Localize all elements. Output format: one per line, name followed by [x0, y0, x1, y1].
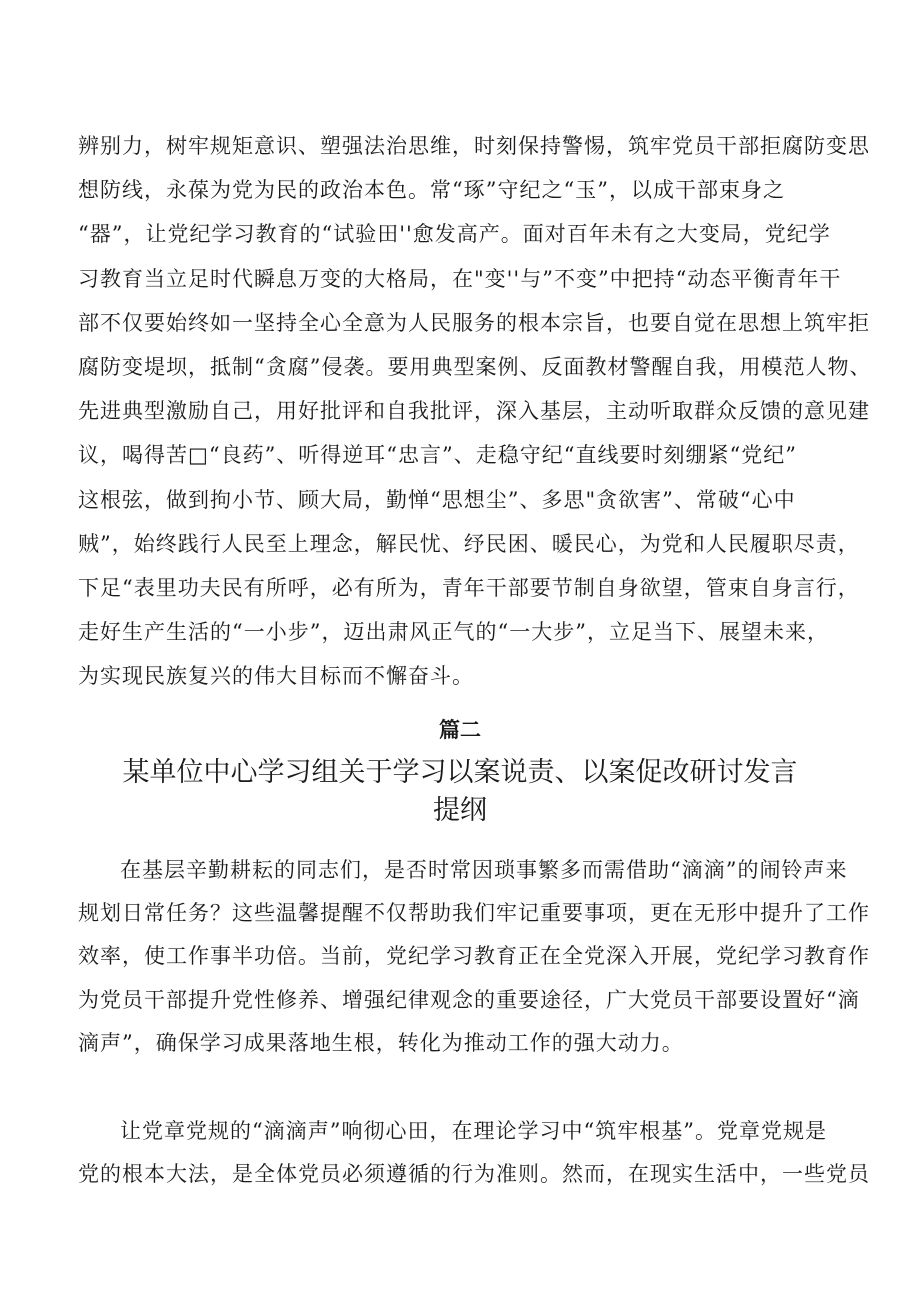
paragraph-line: 想防线，永葆为党为民的政治本色。常“琢”守纪之“玉”，以成干部束身之: [78, 178, 785, 203]
paragraph-line: 先进典型激励自己，用好批评和自我批评，深入基层，主动听取群众反馈的意见建: [78, 399, 870, 424]
paragraph-line: 规划日常任务？这些温馨提醒不仅帮助我们牢记重要事项，更在无形中提升了工作: [78, 901, 870, 926]
section-label: 篇二: [439, 717, 481, 742]
title-line: 提纲: [433, 795, 487, 826]
paragraph-line: “器”，让党纪学习教育的“试验田''愈发高产。面对百年未有之大变局，党纪学: [78, 222, 831, 247]
paragraph-line: 议，喝得苦□“良药”、听得逆耳“忠言”、走稳守纪“直线要时刻绷紧“党纪”: [78, 443, 797, 468]
paragraph-line: 习教育当立足时代瞬息万变的大格局，在"变''与”不变”中把持“动态平衡青年干: [78, 266, 842, 291]
paragraph-line: 党的根本大法，是全体党员必须遵循的行为准则。然而，在现实生活中，一些党员: [78, 1162, 870, 1186]
paragraph-line: 为党员干部提升党性修养、增强纪律观念的重要途径，广大党员干部要设置好“滴: [78, 987, 860, 1012]
paragraph-line: 部不仅要始终如一坚持全心全意为人民服务的根本宗旨，也要自觉在思想上筑牢拒: [78, 310, 870, 335]
paragraph-2: [78, 849, 870, 1065]
paragraph-line: 在基层辛勤耕耘的同志们，是否时常因琐事繁多而需借助“滴滴”的闹铃声来: [120, 858, 848, 882]
paragraph-line: 下足“表里功夫民有所呼，必有所为，青年干部要节制自身欲望，管束自身言行，: [78, 575, 860, 600]
paragraph-line: 这根弦，做到拘小节、顾大局，勤惮“思想尘”、多思"贪欲害”、常破“心中: [78, 487, 796, 512]
paragraph-line: 为实现民族复兴的伟大目标而不懈奋斗。: [78, 664, 474, 689]
paragraph-line: 让党章党规的“滴滴声”响彻心田，在理论学习中“筑牢根基”。党章党规是: [120, 1119, 827, 1143]
title-line: 某单位中心学习组关于学习以案说责、以案促改研讨发言: [122, 757, 798, 788]
paragraph-line: 滴声”，确保学习成果落地生根，转化为推动工作的强大动力。: [78, 1030, 684, 1055]
document-title: [0, 754, 920, 830]
paragraph-1: [78, 124, 872, 698]
paragraph-line: 腐防变堤坝，抵制“贪腐”侵袭。要用典型案例、反面教材警醒自我，用模范人物、: [78, 354, 872, 379]
paragraph-line: 效率，使工作事半功倍。当前，党纪学习教育正在全党深入开展，党纪学习教育作: [78, 944, 870, 969]
paragraph-3: [78, 1110, 870, 1196]
paragraph-line: 走好生产生活的“一小步”，迈出肃风正气的“一大步”，立足当下、展望未来，: [78, 620, 829, 645]
paragraph-line: 贼”，始终践行人民至上理念，解民忧、纾民困、暖民心，为党和人民履职尽责，: [78, 531, 860, 556]
paragraph-line: 辨别力，树牢规矩意识、塑强法治思维，时刻保持警惕，筑牢党员干部拒腐防变思: [78, 134, 870, 158]
